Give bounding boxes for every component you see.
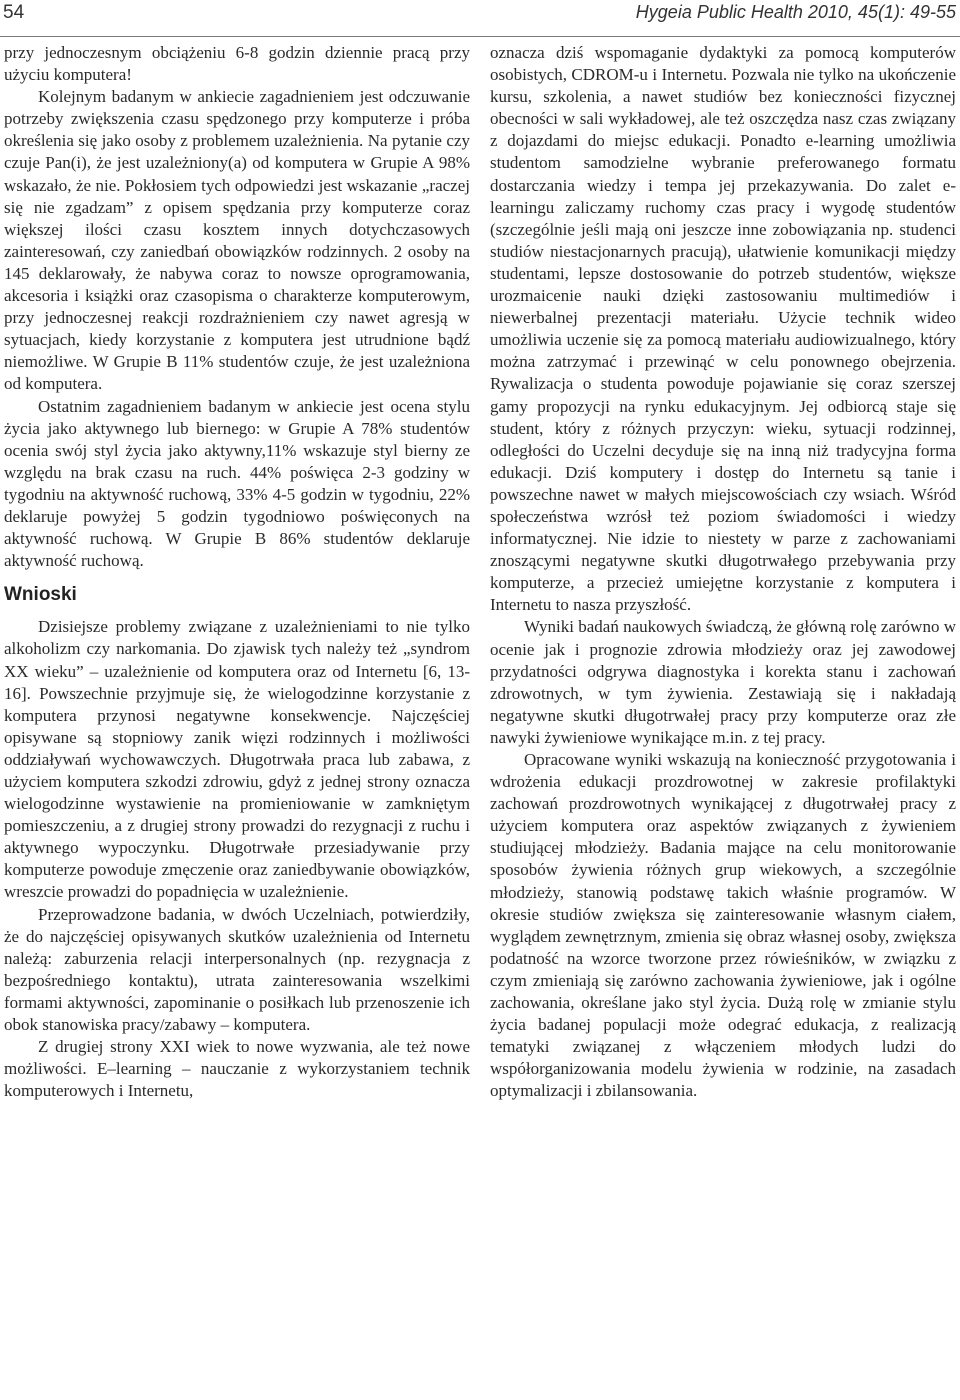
paragraph: Z drugiej strony XXI wiek to nowe wyzwania, ale też nowe możliwości. E–learning – nauczanie z wykorzystaniem technik komputerowych i Internetu, [4, 1037, 470, 1101]
paragraph: Opracowane wyniki wskazują na konieczność przygotowania i wdrożenia edukacji prozdrowotnej w zakresie profilaktyki zachowań prozdrowotnych wynikającej z długotrwałej pracy z użyciem komputera oraz aspektów związanych z żywieniem studiującej młodzieży. Badania mające na celu monitorowanie sposobów żywienia różnych grup wiekowych, a szczególnie młodzieży, stanowią podstawę takich właśnie programów. W okresie studiów zwiększa się zainteresowanie własnym ciałem, wyglądem zewnętrznym, zmienia się obraz własnej osoby, zwiększa podatność na wzorce tworzone przez rówieśników, w związku z czym zmieniają się zarówno zachowania żywieniowe, jak i ogólne zachowania, określane jako styl życia. Dużą rolę w zmianie stylu życia badanej populacji może odegrać edukacja, z realizacją tematyki związanej z włączeniem młodych ludzi do współorganizowania modelu żywienia w rodzinie, na zasadach optymalizacji i zbilansowania. [490, 750, 956, 1101]
paragraph: Przeprowadzone badania, w dwóch Uczelniach, potwierdziły, że do najczęściej opisywanych skutków uzależnienia od Internetu należą: zaburzenia relacji interpersonalnych (np. rezygnacja z bezpośredniego kontaktu), utrata zainteresowania wszelkimi formami aktywności, zapominanie o posiłkach lub przenoszenie ich obok stanowiska pracy/zabawy – komputera. [4, 904, 470, 1035]
page-number: 54 [3, 2, 25, 23]
left-column [4, 42, 470, 1398]
section-heading: Wnioski [4, 584, 77, 606]
journal-citation: Hygeia Public Health 2010, 45(1): 49-55 [635, 2, 956, 22]
right-column [490, 42, 956, 1398]
paragraph: Wyniki badań naukowych świadczą, że główną rolę zarówno w ocenie jak i prognozie zdrowia młodzieży oraz jej zawodowej przydatności odgrywa diagnostyka i korekta stanu i zachowań zdrowotnych, w tym żywienia. Zestawiają się i nakładają negatywne skutki długotrwałej pracy przy komputerze oraz złe nawyki żywieniowe wynikające m.in. z tej pracy. [490, 617, 956, 747]
paragraph: Dzisiejsze problemy związane z uzależnieniami to nie tylko alkoholizm czy narkomania. Do zjawisk tych należy też „syndrom XX wieku” – uzależnienie od komputera oraz od Internetu [6, 13-16]. Powszechnie przyjmuje się, że wielogodzinne korzystanie z komputera przynosi negatywne konsekwencje. Najczęściej opisywane są stopniowy zanik więzi rodzinnych i możliwości oddziaływań wychowawczych. Długotrwała praca lub zabawa, z użyciem komputera szkodzi zdrowiu, gdyż z jednej strony oznacza wielogodzinne wystawienie na promieniowanie w zamkniętym pomieszczeniu, a z drugiej strony prowadzi do rezygnacji z ruchu i aktywnego wypoczynku. Długotrwałe przesiadywanie przy komputerze powoduje zmęczenie oraz zaniedbywanie obowiązków, wreszcie prowadzi do popadnięcia w uzależnienie. [4, 617, 470, 902]
paragraph: Ostatnim zagadnieniem badanym w ankiecie jest ocena stylu życia jako aktywnego lub biernego: w Grupie A 78% studentów ocenia swój styl życia jako aktywny,11% wskazuje styl bierny ze względu na brak czasu na ruch. 44% poświęca 2-3 godziny w tygodniu na aktywność ruchową, 33% 4-5 godzin w tygodniu, 22% deklaruje powyżej 5 godzin tygodniowo poświęconych na aktywność ruchową. W Grupie B 86% studentów deklaruje aktywność ruchową. [4, 396, 470, 571]
page-header [0, 0, 960, 37]
paragraph: przy jednoczesnym obciążeniu 6-8 godzin dziennie pracą przy użyciu komputera! [4, 43, 470, 85]
paragraph: Kolejnym badanym w ankiecie zagadnieniem jest odczuwanie potrzeby zwiększenia czasu spędzonego przy komputerze i próba określenia się jako osoby z problemem uzależnienia. Na pytanie czy czuje Pan(i), że jest uzależniony(a) od komputera w Grupie A 98% wskazało, że nie. Pokłosiem tych odpowiedzi jest wskazanie „raczej się nie zgadzam” z opisem spędzania przy komputerze coraz większej ilości czasu kosztem innych dotychczasowych zainteresowań, czy zaniedbań obowiązków rodzinnych. 2 osoby na 145 deklarowały, że nabywa coraz to nowsze oprogramowania, akcesoria i książki oraz czasopisma o charakterze komputerowym, przy jednoczesnej reakcji rozdrażnieniem czy nawet agresją w sytuacjach, kiedy korzystanie z komputera jest utrudnione bądź niemożliwe. W Grupie B 11% studentów czuje, że jest uzależniona od komputera. [4, 87, 470, 394]
paragraph: oznacza dziś wspomaganie dydaktyki za pomocą komputerów osobistych, CDROM-u i Internetu. Pozwala nie tylko na ukończenie kursu, szkolenia, a nawet studiów bez konieczności fizycznej obecności w sali wykładowej, ale też oszczędza nasz czas związany z dojazdami do miejsc edukacji. Ponadto e-learning umożliwia studentom samodzielne wybranie preferowanego formatu dostarczania wiedzy i tempa jej przekazywania. Do zalet e-learningu zaliczamy ruchomy czas pracy i wygodę studentów (szczególnie jeśli mają oni jeszcze inne zobowiązania np. studenci studiów niestacjonarnych pracują), ułatwienie komunikacji między studentami, lepsze dostosowanie do potrzeb studentów, większe urozmaicenie nauki dzięki zastosowaniu multimediów i niewerbalnej prezentacji materiału. Użycie technik wideo umożliwia uczenie się za pomocą materiału audiowizualnego, który można zatrzymać i przewinąć w celu ponownego obejrzenia. Rywalizacja o studenta powoduje pojawianie się coraz szerszej gamy propozycji na rynku edukacyjnym. Jej odbiorcą staje się student, który z różnych przyczyn: wieku, sytuacji rodzinnej, odległości do Uczelni decyduje się na inną niż tradycyjna forma edukacji. Dziś komputery i dostęp do Internetu są tanie i powszechne nawet w małych miejscowościach czy wsiach. Wśród społeczeństwa wzrósł też poziom świadomości i wiedzy informatycznej. Nie idzie to niestety w parze z zachowaniami znoszącymi negatywne skutki długotrwałego przebywania przy komputerze, a przecież umiejętne korzystanie z komputera i Internetu to nasza przyszłość. [490, 43, 956, 615]
